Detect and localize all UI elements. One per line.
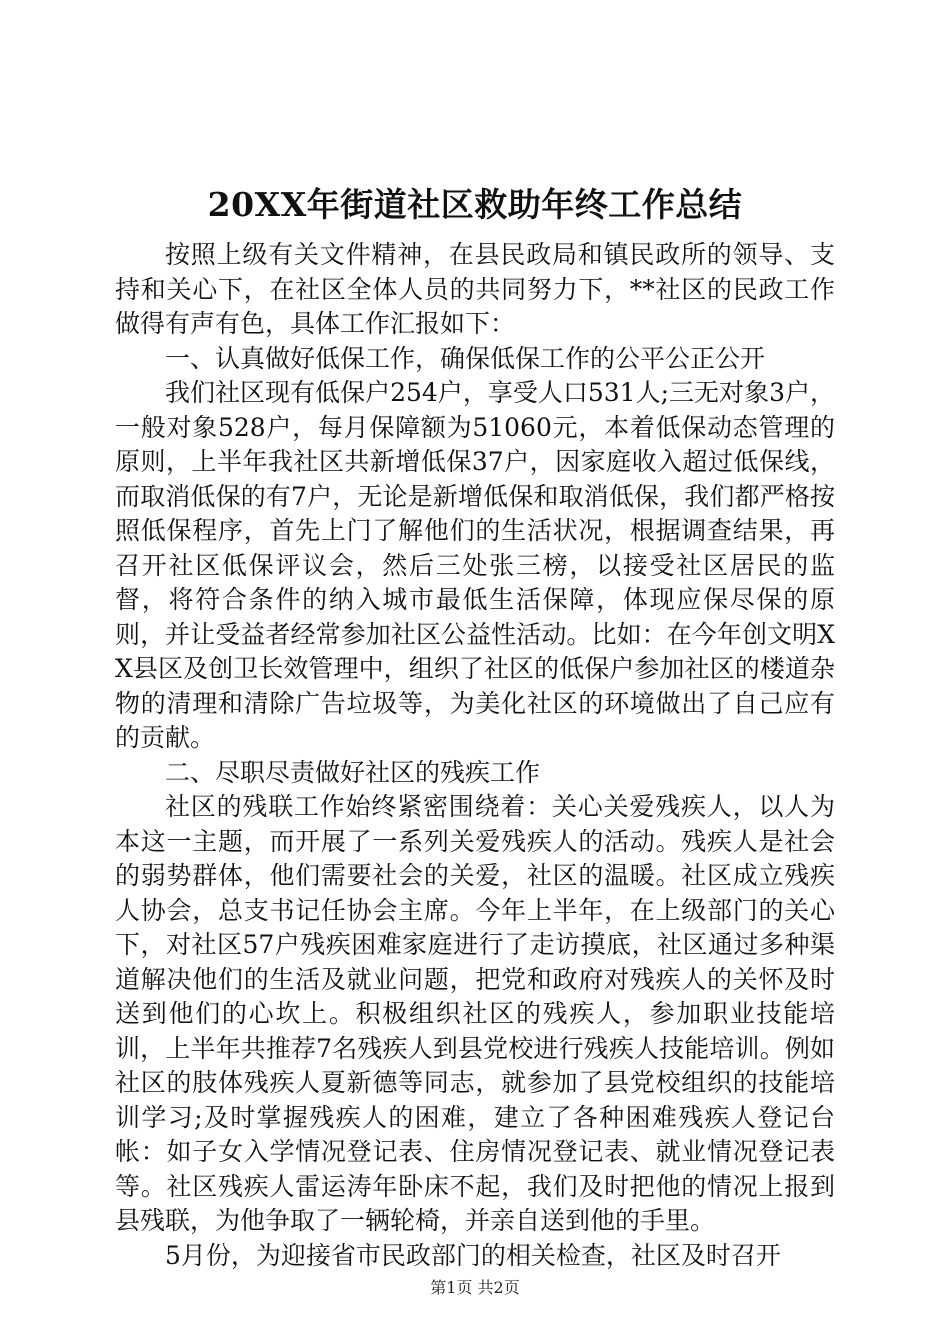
page-footer: 第1页 共2页 xyxy=(430,1278,520,1297)
paragraph-may: 5月份，为迎接省市民政部门的相关检查，社区及时召开 xyxy=(165,1240,781,1270)
paragraph-disability: 社区的残联工作始终紧密围绕着：关心关爱残疾人，以人为本这一主题，而开展了一系列关爱残疾人的活动。残疾人是社会的弱势群体，他们需要社会的关爱，社区的温暖。社区成立残疾人协会，总支书记任协会主席。今年上半年，在上级部门的关心下，对社区57户残疾困难家庭进行了走访摸底，社区通过多种渠道解决他们的生活及就业问题，把党和政府对残疾人的关怀及时送到他们的心坎上。积极组织社区的残疾人，参加职业技能培训，上半年共推荐7名残疾人到县党校进行残疾人技能培训。例如社区的肢体残疾人夏新德等同志，就参加了县党校组织的技能培训学习;及时掌握残疾人的困难，建立了各种困难残疾人登记台帐：如子女入学情况登记表、住房情况登记表、就业情况登记表等。社区残疾人雷运涛年卧床不起，我们及时把他的情况上报到县残联，为他争取了一辆轮椅，并亲自送到他的手里。 xyxy=(115,792,835,1235)
section-heading-1: 一、认真做好低保工作，确保低保工作的公平公正公开 xyxy=(165,343,766,373)
document-page xyxy=(115,180,835,1273)
paragraph-intro: 按照上级有关文件精神，在县民政局和镇民政所的领导、支持和关心下，在社区全体人员的共同努力下，**社区的民政工作做得有声有色，具体工作汇报如下： xyxy=(115,240,835,338)
paragraph-low-income: 我们社区现有低保户254户，享受人口531人;三无对象3户，一般对象528户，每月保障额为51060元，本着低保动态管理的原则，上半年我社区共新增低保37户，因家庭收入超过低保线，而取消低保的有7户，无论是新增低保和取消低保，我们都严格按照低保程序，首先上门了解他们的生活状况，根据调查结果，再召开社区低保评议会，然后三处张三榜，以接受社区居民的监督，将符合条件的纳入城市最低生活保障，体现应保尽保的原则，并让受益者经常参加社区公益性活动。比如：在今年创文明XX县区及创卫长效管理中，组织了社区的低保户参加社区的楼道杂物的清理和清除广告垃圾等，为美化社区的环境做出了自己应有的贡献。 xyxy=(115,378,835,752)
document-title: 20XX年街道社区救助年终工作总结 xyxy=(207,185,743,224)
section-heading-2: 二、尽职尽责做好社区的残疾工作 xyxy=(165,757,541,787)
